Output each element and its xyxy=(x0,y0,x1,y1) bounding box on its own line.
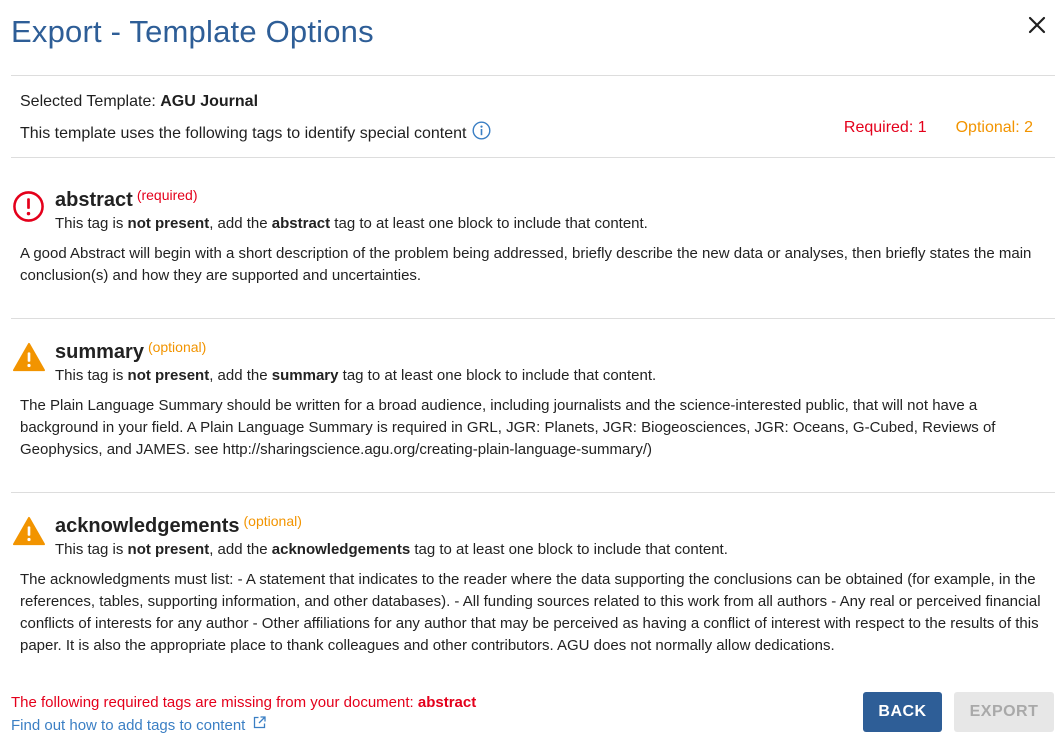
tag-status: This tag is not present, add the summary tag to at least one block to include that content. xyxy=(55,367,657,384)
missing-tag-name: abstract xyxy=(417,694,477,711)
divider xyxy=(11,75,1055,76)
selected-template-name: AGU Journal xyxy=(160,93,259,110)
warning-triangle-icon xyxy=(12,342,46,374)
optional-badge: (optional) xyxy=(243,513,302,529)
optional-count: Optional: 2 xyxy=(955,119,1033,136)
divider xyxy=(11,157,1055,158)
close-icon xyxy=(1028,16,1046,34)
tag-status: This tag is not present, add the abstract tag to at least one block to include that content. xyxy=(55,215,648,232)
error-circle-icon xyxy=(12,190,45,223)
tag-name-text: abstract xyxy=(55,189,133,211)
warning-triangle-icon xyxy=(12,516,46,548)
help-link[interactable]: Find out how to add tags to content xyxy=(11,716,266,734)
tag-section-abstract xyxy=(11,189,1055,299)
export-button[interactable]: EXPORT xyxy=(954,692,1054,732)
back-button[interactable]: BACK xyxy=(863,692,942,732)
tag-description: The acknowledgments must list: - A statement that indicates to the reader where the data supporting the conclusions can be obtained (for example, in the references, tables, supporting information, and other databases). - All funding sources related to this work from all authors - Any real or perceived financial conflicts of interests for any author - Other affiliations for any author that may be perceived as having a conflict of interest with respect to the results of this paper. It is also the appropriate place to thank colleagues and other contributors. AGU does not normally allow dedications. xyxy=(20,571,1041,654)
required-badge: (required) xyxy=(136,187,198,203)
tag-name xyxy=(55,513,302,538)
tag-name-text: summary xyxy=(55,341,144,363)
template-description-text: This template uses the following tags to identify special content xyxy=(20,125,467,142)
tag-counts xyxy=(844,119,1033,137)
selected-template xyxy=(20,93,258,111)
required-count: Required: 1 xyxy=(843,119,927,136)
missing-tags-warning: The following required tags are missing from your document: abstract xyxy=(11,694,477,711)
tag-name xyxy=(55,187,198,212)
optional-badge: (optional) xyxy=(147,339,207,355)
info-icon[interactable] xyxy=(472,121,491,145)
tag-status: This tag is not present, add the acknowledgements tag to at least one block to include that content. xyxy=(55,541,728,558)
external-link-icon xyxy=(253,716,266,729)
tag-name xyxy=(55,339,206,364)
close-button[interactable] xyxy=(1024,12,1050,38)
divider xyxy=(11,492,1055,493)
tag-description: A good Abstract will begin with a short description of the problem being addressed, briefly describe the new data or analyses, then briefly states the main conclusion(s) and how they are supported and uncertainties. xyxy=(20,245,1032,284)
tag-description: The Plain Language Summary should be written for a broad audience, including journalists and the science-interested public, that will not have a background in your field. A Plain Language Summary is required in GRL, JGR: Planets, JGR: Biogeosciences, JGR: Oceans, G-Cubed, Reviews of Geophysics, and JAMES. see http://sharingscience.agu.org/creating-plain-language-summary/) xyxy=(20,397,996,458)
tag-section-acknowledgements xyxy=(11,515,1055,680)
tag-name-text: acknowledgements xyxy=(55,515,240,537)
dialog-title: Export - Template Options xyxy=(11,14,374,49)
divider xyxy=(11,318,1055,319)
tag-section-summary xyxy=(11,341,1055,471)
selected-template-label: Selected Template: xyxy=(20,93,161,110)
template-description xyxy=(20,121,491,145)
